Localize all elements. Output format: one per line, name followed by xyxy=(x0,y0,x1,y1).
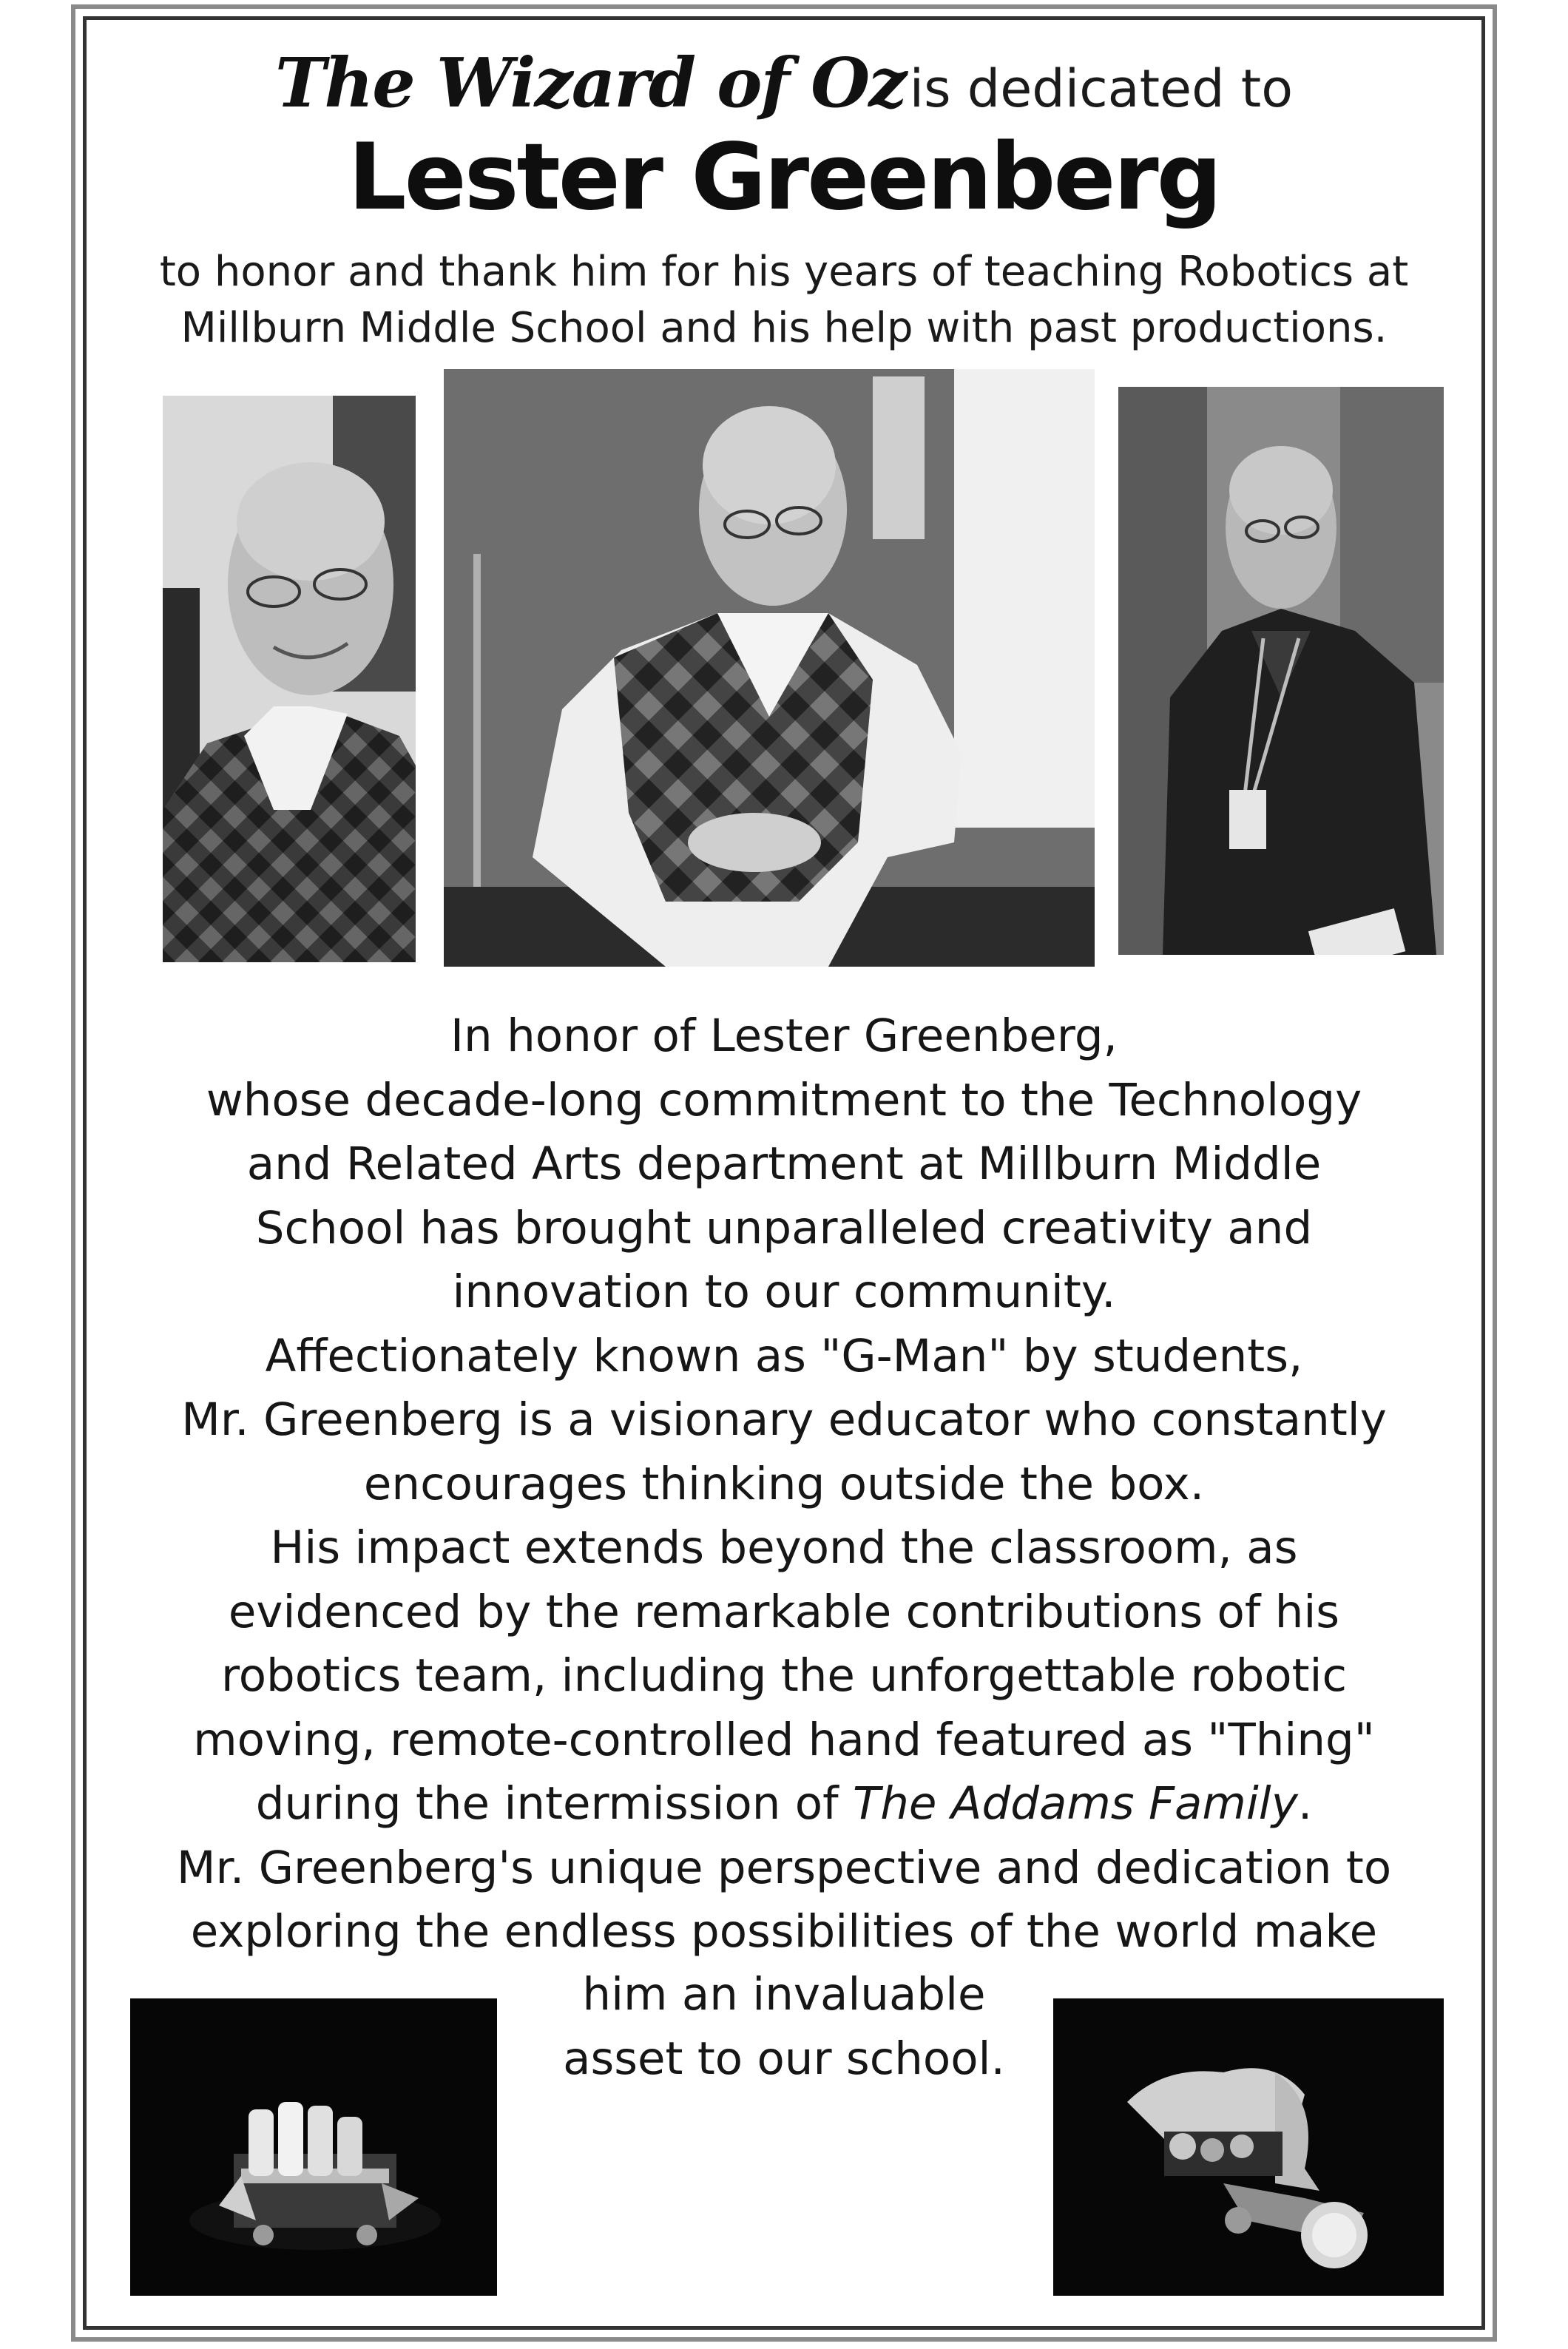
closing-line: asset to our school. xyxy=(563,2032,1005,2085)
tribute-line: innovation to our community. xyxy=(452,1265,1116,1318)
addams-family-title: The Addams Family xyxy=(852,1777,1298,1830)
closing-line: him an invaluable xyxy=(582,1968,986,2021)
tribute-line: Affectionately known as "G-Man" by students, xyxy=(265,1329,1303,1382)
tribute-text xyxy=(111,1004,1457,1964)
honoree-name: Lester Greenberg xyxy=(348,124,1220,231)
tribute-line: Mr. Greenberg's unique perspective and dedication to xyxy=(176,1841,1392,1894)
tribute-line: School has brought unparalleled creativity and xyxy=(255,1201,1313,1254)
tribute-line: evidenced by the remarkable contributions of his xyxy=(228,1585,1340,1638)
tribute-line: exploring the endless possibilities of the world make xyxy=(190,1905,1378,1958)
tribute-line: In honor of Lester Greenberg, xyxy=(450,1010,1118,1062)
robotic-hand-photo-left xyxy=(130,1998,497,2296)
honor-line: Millburn Middle School and his help with past productions. xyxy=(180,304,1388,352)
portrait-photo-coat xyxy=(1118,387,1444,955)
tribute-line: whose decade-long commitment to the Technology xyxy=(206,1073,1362,1126)
classroom-photo xyxy=(444,369,1095,967)
tribute-punctuation: . xyxy=(1297,1777,1313,1830)
dedicated-text: is dedicated to xyxy=(909,58,1294,119)
portrait-photo-closeup xyxy=(163,396,416,962)
tribute-line-intermission xyxy=(111,1772,1457,1836)
show-title: The Wizard of Oz xyxy=(274,43,906,123)
honor-statement xyxy=(104,244,1464,356)
tribute-closing xyxy=(503,1963,1065,2091)
tribute-line: His impact extends beyond the classroom, as xyxy=(270,1521,1298,1574)
tribute-line: Mr. Greenberg is a visionary educator who constantly xyxy=(181,1393,1387,1446)
tribute-line: during the intermission of xyxy=(255,1777,839,1830)
tribute-line: encourages thinking outside the box. xyxy=(363,1457,1205,1510)
tribute-line: and Related Arts department at Millburn Middle xyxy=(246,1138,1322,1190)
tribute-line: moving, remote-controlled hand featured as "Thing" xyxy=(193,1713,1375,1766)
honor-line: to honor and thank him for his years of teaching Robotics at xyxy=(159,248,1409,296)
dedication-title-line xyxy=(89,43,1479,123)
robotic-hand-photo-right xyxy=(1053,1998,1444,2296)
tribute-line: robotics team, including the unforgettable robotic xyxy=(220,1649,1348,1702)
